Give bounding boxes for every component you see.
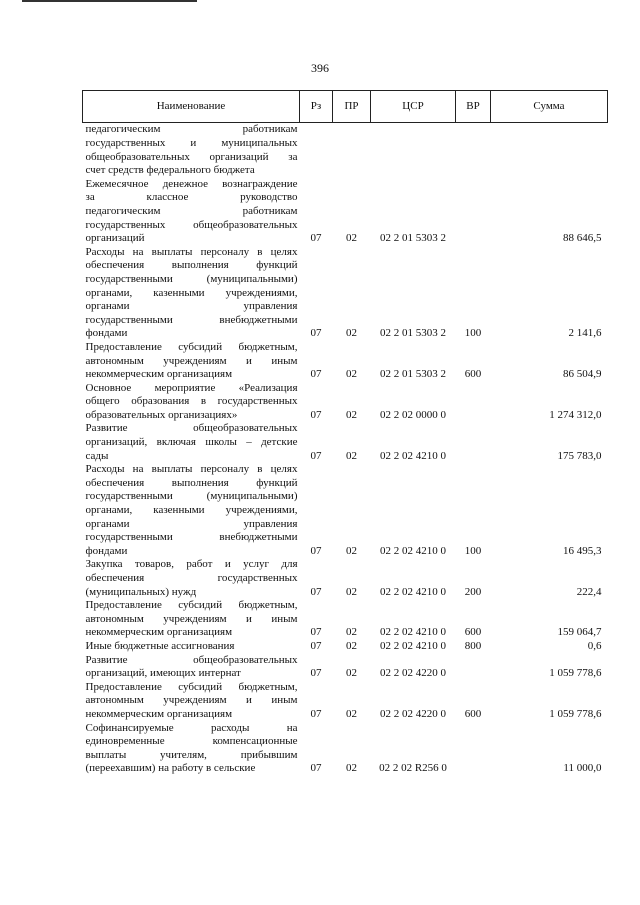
cell-sum: 175 783,0 <box>557 449 602 462</box>
row-name-line: Софинансируемые расходы на <box>85 721 298 734</box>
row-name-line: Расходы на выплаты персоналу в целях <box>85 463 298 476</box>
row-name-line: обеспечения выполнения функций <box>85 476 298 489</box>
cell-rz: 07 <box>310 626 322 639</box>
row-name-line: сады <box>85 449 109 462</box>
cell-rz: 07 <box>310 232 322 245</box>
row-name-line: за классное руководство <box>85 191 298 204</box>
cell-rz: 07 <box>310 762 322 775</box>
cell-pr: 02 <box>346 639 357 652</box>
row-name-line: Развитие общеобразовательных <box>85 653 298 666</box>
row-name-line: государственных общеобразовательных <box>85 218 298 231</box>
row-name-line: автономным учреждениям и иным <box>85 612 298 625</box>
table-row <box>83 178 608 192</box>
cell-vr <box>456 178 491 246</box>
cell-csr: 02 2 02 4210 0 <box>380 585 446 598</box>
cell-csr: 02 2 01 5303 2 <box>380 232 446 245</box>
header-rz: Рз <box>300 91 333 123</box>
cell-sum: 1 274 312,0 <box>549 408 602 421</box>
row-name-line: счет средств федерального бюджета <box>85 164 255 177</box>
row-name-line: Иные бюджетные ассигнования <box>85 639 235 652</box>
row-name-line: организаций, имеющих интернат <box>85 667 241 680</box>
cell-csr: 02 2 02 R256 0 <box>379 762 447 775</box>
row-name-line: педагогическим работникам <box>85 123 298 135</box>
row-name-line: (муниципальных) нужд <box>85 585 197 598</box>
cell-csr: 02 2 02 4210 0 <box>380 639 446 652</box>
header-csr: ЦСР <box>371 91 456 123</box>
row-name-line: обеспечения выполнения функций <box>85 259 298 272</box>
cell-pr: 02 <box>346 368 357 381</box>
cell-pr: 02 <box>346 408 357 421</box>
row-name-line: обеспечения государственных <box>85 572 298 584</box>
cell-csr <box>371 123 456 178</box>
row-name-line: фондами <box>85 327 128 340</box>
cell-vr: 800 <box>464 639 482 652</box>
cell-sum: 16 495,3 <box>563 544 602 557</box>
row-name-line: государственными (муниципальными) <box>85 272 298 285</box>
row-name-line: выплаты учителям, прибывшим <box>85 748 298 761</box>
cell-pr: 02 <box>346 707 357 720</box>
row-name-line: государственных и муниципальных <box>85 137 298 149</box>
cell-sum: 88 646,5 <box>563 232 602 245</box>
row-name-line: Предоставление субсидий бюджетным, <box>85 599 298 612</box>
cell-rz: 07 <box>310 368 322 381</box>
cell-csr: 02 2 02 4210 0 <box>380 626 446 639</box>
cell-vr: 200 <box>464 585 482 598</box>
cell-rz: 07 <box>310 449 322 462</box>
row-name-line: органами, казенными учреждениями, <box>85 286 298 299</box>
cell-csr: 02 2 02 0000 0 <box>380 408 446 421</box>
cell-sum: 159 064,7 <box>557 626 602 639</box>
cell-rz: 07 <box>310 639 322 652</box>
row-name-line: общеобразовательных организаций за <box>85 150 298 163</box>
cell-csr: 02 2 02 4210 0 <box>380 449 446 462</box>
row-name-line: организаций, включая школы – детские <box>85 436 298 449</box>
cell-sum: 1 059 778,6 <box>549 667 602 680</box>
row-name-line: некоммерческим организациям <box>85 368 233 381</box>
row-name-line: организаций <box>85 232 145 245</box>
header-name: Наименование <box>83 91 300 123</box>
budget-table <box>82 90 608 776</box>
cell-rz: 07 <box>310 707 322 720</box>
cell-pr: 02 <box>346 667 357 680</box>
cell-vr: 600 <box>464 707 482 720</box>
page-number: 396 <box>311 61 329 75</box>
cell-rz: 07 <box>310 585 322 598</box>
cell-vr: 100 <box>464 327 482 340</box>
table-body <box>83 123 608 776</box>
header-pr: ПР <box>333 91 371 123</box>
cell-sum: 222,4 <box>576 585 602 598</box>
cell-pr: 02 <box>346 327 357 340</box>
cell-csr: 02 2 01 5303 2 <box>380 368 446 381</box>
row-name-line: образовательных организациях» <box>85 408 238 421</box>
cell-pr: 02 <box>346 585 357 598</box>
row-name-line: Предоставление субсидий бюджетным, <box>85 340 298 353</box>
cell-csr: 02 2 02 4220 0 <box>380 667 446 680</box>
table-row <box>83 422 608 436</box>
row-name-line: общего образования в государственных <box>85 395 298 408</box>
table-row <box>83 722 608 736</box>
cell-vr <box>456 654 491 681</box>
row-name-line: государственными внебюджетными <box>85 531 298 544</box>
cell-vr <box>456 123 491 178</box>
row-name-line: единовременные компенсационные <box>85 735 298 748</box>
header-sum: Сумма <box>491 91 608 123</box>
cell-rz: 07 <box>310 667 322 680</box>
cell-csr: 02 2 02 4210 0 <box>380 544 446 557</box>
cell-sum <box>491 123 608 178</box>
table-row <box>83 246 608 260</box>
cell-rz: 07 <box>310 408 322 421</box>
cell-sum: 1 059 778,6 <box>549 707 602 720</box>
row-name-line: государственными внебюджетными <box>85 313 298 326</box>
table-row <box>83 558 608 572</box>
row-name-line: органами управления <box>85 300 298 313</box>
table-row <box>83 681 608 695</box>
table-row <box>83 341 608 355</box>
row-name-line: автономным учреждениям и иным <box>85 694 298 707</box>
cell-rz <box>300 123 333 178</box>
cell-pr: 02 <box>346 762 357 775</box>
row-name-line: органами, казенными учреждениями, <box>85 504 298 517</box>
cell-vr <box>456 382 491 423</box>
row-name-line: некоммерческим организациям <box>85 707 233 720</box>
cell-vr <box>456 422 491 463</box>
row-name-line: фондами <box>85 544 128 557</box>
row-name-line: некоммерческим организациям <box>85 626 233 639</box>
cell-pr: 02 <box>346 232 357 245</box>
table-header-row <box>83 91 608 123</box>
cell-sum: 86 504,9 <box>563 368 602 381</box>
table-row <box>83 654 608 668</box>
cell-pr <box>333 123 371 178</box>
row-name-line: (переехавшим) на работу в сельские <box>85 762 256 775</box>
table-row <box>83 463 608 477</box>
table-row <box>83 640 608 654</box>
cell-rz: 07 <box>310 327 322 340</box>
row-name-line: Закупка товаров, работ и услуг для <box>85 558 298 571</box>
cell-vr <box>456 722 491 776</box>
cell-sum: 0,6 <box>587 639 602 652</box>
row-name-line: Развитие общеобразовательных <box>85 422 298 435</box>
cell-csr: 02 2 02 4220 0 <box>380 707 446 720</box>
cell-vr: 600 <box>464 368 482 381</box>
cell-pr: 02 <box>346 449 357 462</box>
row-name-line: педагогическим работникам <box>85 204 298 217</box>
cell-sum: 2 141,6 <box>568 327 602 340</box>
cell-pr: 02 <box>346 626 357 639</box>
cell-vr: 100 <box>464 544 482 557</box>
row-name-line: Расходы на выплаты персоналу в целях <box>85 245 298 258</box>
header-vr: ВР <box>456 91 491 123</box>
top-rule <box>22 0 197 2</box>
cell-csr: 02 2 01 5303 2 <box>380 327 446 340</box>
table-row <box>83 123 608 138</box>
row-name-line: Основное мероприятие «Реализация <box>85 381 298 394</box>
row-name-line: органами управления <box>85 517 298 530</box>
cell-sum: 11 000,0 <box>563 762 602 775</box>
table-row <box>83 382 608 396</box>
row-name-line: Ежемесячное денежное вознаграждение <box>85 177 298 190</box>
row-name-line: государственными (муниципальными) <box>85 490 298 503</box>
cell-rz: 07 <box>310 544 322 557</box>
table-row <box>83 599 608 613</box>
row-name-line: автономным учреждениям и иным <box>85 354 298 367</box>
row-name-line: Предоставление субсидий бюджетным, <box>85 680 298 693</box>
cell-vr: 600 <box>464 626 482 639</box>
cell-pr: 02 <box>346 544 357 557</box>
